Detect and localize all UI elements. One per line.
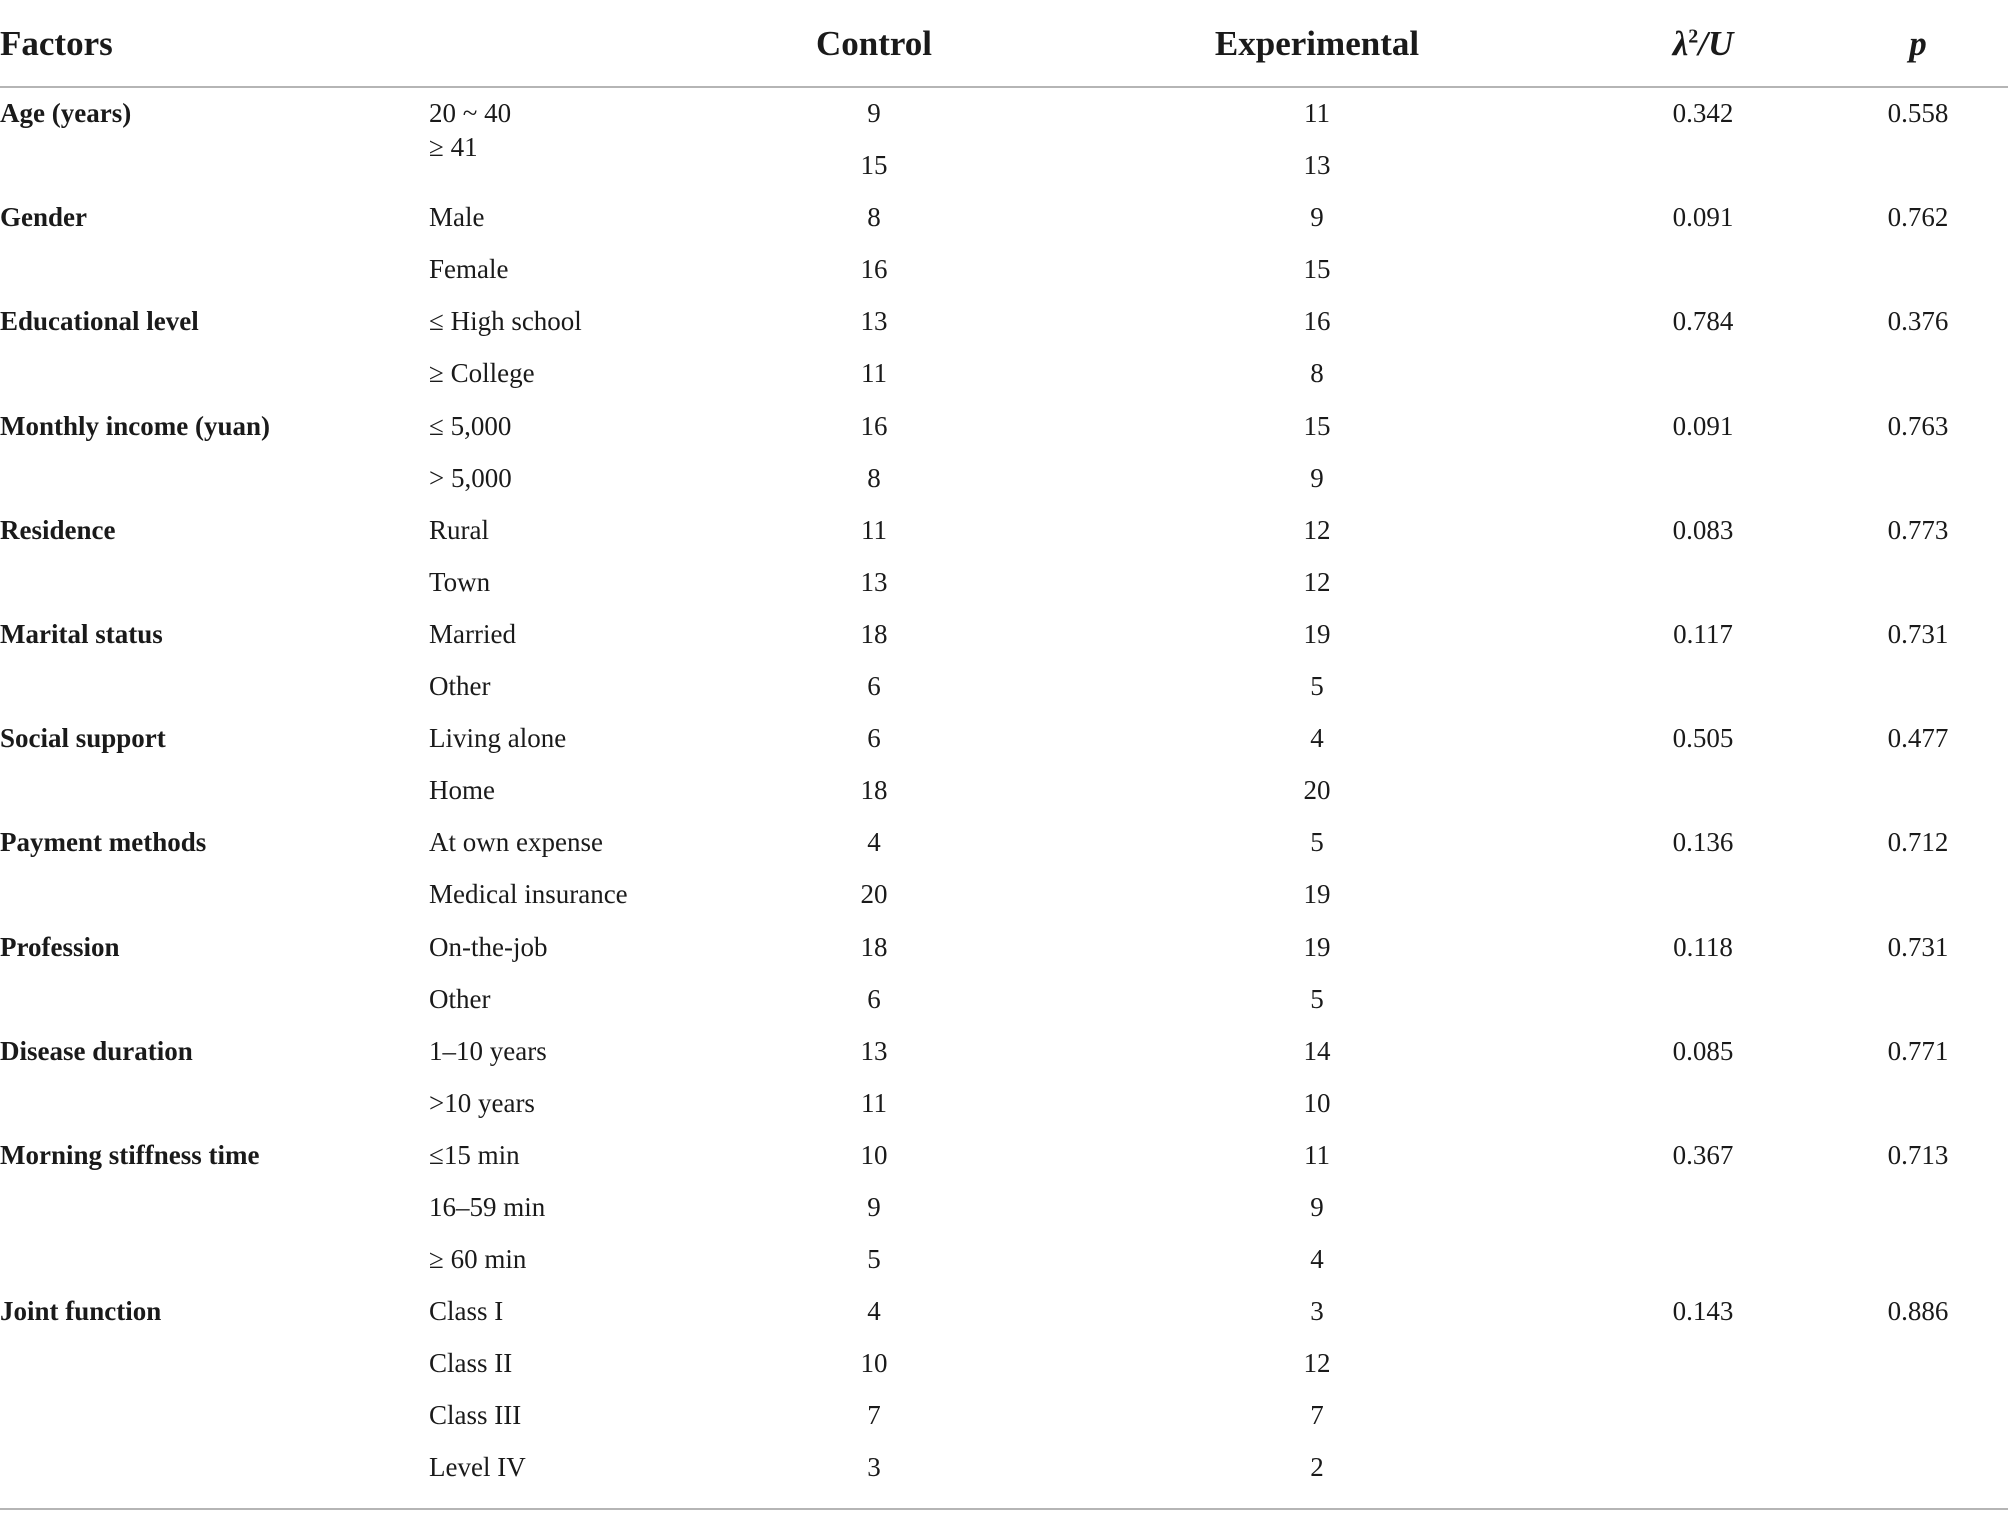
table-row	[0, 1186, 2008, 1238]
control-count-cell: 6	[867, 983, 881, 1014]
table-row	[0, 509, 2008, 561]
table-row	[0, 1394, 2008, 1446]
header-control: Control	[815, 24, 933, 63]
experimental-count-cell: 4	[1310, 1244, 1324, 1275]
p-value-cell: 0.558	[1887, 98, 1949, 128]
experimental-count-cell: 9	[1310, 462, 1324, 493]
control-count-cell: 10	[860, 1139, 888, 1170]
experimental-count-cell: 13	[1303, 150, 1331, 181]
experimental-count-cell: 15	[1303, 410, 1331, 441]
factor-cell: Educational level	[0, 306, 199, 337]
experimental-count-cell: 3	[1310, 1296, 1324, 1327]
factor-cell: Monthly income (yuan)	[0, 410, 270, 441]
level-cell: Other	[429, 671, 491, 702]
factor-cell: Gender	[0, 202, 87, 233]
statistic-cell: 0.118	[1673, 931, 1733, 962]
table-row	[0, 248, 2008, 300]
control-count-cell: 8	[867, 202, 881, 233]
header-statistic	[1673, 22, 1734, 66]
table-row	[0, 1238, 2008, 1290]
level-cell: Rural	[429, 514, 489, 545]
level-cell: ≤ 5,000	[429, 410, 512, 441]
control-count-cell: 11	[861, 358, 887, 389]
control-count-cell: 6	[867, 723, 881, 754]
table-row	[0, 1082, 2008, 1134]
header-factors: Factors	[0, 24, 113, 63]
control-count-cell: 13	[860, 1035, 888, 1066]
factor-cell: Morning stiffness time	[0, 1139, 260, 1170]
control-count-cell: 18	[860, 775, 888, 806]
statistic-cell: 0.085	[1672, 1035, 1734, 1066]
experimental-count-cell: 20	[1303, 775, 1331, 806]
control-count-cell: 18	[860, 931, 888, 962]
p-value-cell: 0.762	[1887, 202, 1949, 233]
table-row	[0, 196, 2008, 248]
experimental-count-cell: 12	[1303, 514, 1331, 545]
level-cell: Male	[429, 202, 485, 233]
p-value-cell: 0.886	[1887, 1296, 1949, 1327]
p-value-cell: 0.763	[1887, 410, 1949, 441]
header-statistic-symbol: λ	[1672, 24, 1689, 63]
control-count-cell: 9	[867, 1191, 881, 1222]
statistic-cell: 0.143	[1672, 1296, 1734, 1327]
factor-cell: Payment methods	[0, 827, 207, 858]
table-row	[0, 978, 2008, 1030]
experimental-count-cell: 9	[1310, 1191, 1324, 1222]
table-row	[0, 457, 2008, 509]
level-cell: On-the-job	[429, 931, 548, 962]
statistic-cell: 0.784	[1672, 306, 1734, 337]
p-value-cell: 0.731	[1887, 618, 1949, 649]
control-count-cell: 13	[860, 306, 888, 337]
p-value-cell: 0.713	[1887, 1139, 1949, 1170]
control-count-cell: 3	[867, 1452, 881, 1483]
level-cell: Class I	[429, 1296, 504, 1327]
experimental-count-cell: 5	[1310, 983, 1324, 1014]
level-cell: ≤ High school	[429, 306, 582, 337]
control-count-cell: 16	[860, 410, 888, 441]
table-header	[0, 0, 2008, 88]
statistic-cell: 0.342	[1672, 98, 1734, 128]
control-count-cell: 8	[867, 462, 881, 493]
level-cell: Living alone	[429, 723, 567, 754]
level-cell: At own expense	[429, 827, 603, 858]
statistic-cell: 0.136	[1672, 827, 1734, 858]
experimental-count-cell: 19	[1303, 618, 1331, 649]
factor-cell: Residence	[0, 514, 116, 545]
level-cell: Other	[429, 983, 491, 1014]
experimental-count-cell: 11	[1304, 98, 1330, 128]
control-count-cell: 11	[861, 514, 887, 545]
table-bottom-rule	[0, 1508, 2008, 1510]
level-cell: 1–10 years	[429, 1035, 547, 1066]
level-cell: Town	[429, 566, 491, 597]
level-cell: Level IV	[429, 1452, 526, 1483]
table-row	[0, 300, 2008, 352]
experimental-count-cell: 11	[1304, 1139, 1330, 1170]
level-cell: ≥ College	[429, 358, 535, 389]
header-experimental: Experimental	[1214, 24, 1420, 63]
experimental-count-cell: 12	[1303, 1348, 1331, 1379]
experimental-count-cell: 19	[1303, 879, 1331, 910]
header-statistic-superscript: 2	[1688, 25, 1699, 48]
statistic-cell: 0.117	[1673, 618, 1733, 649]
table-row	[0, 926, 2008, 978]
table-row	[0, 1134, 2008, 1186]
level-cell-secondary: ≥ 41	[429, 132, 478, 162]
level-cell: Married	[429, 618, 516, 649]
level-cell: > 5,000	[429, 462, 512, 493]
factor-cell: Profession	[0, 931, 120, 962]
table-body	[0, 92, 2008, 1499]
experimental-count-cell: 5	[1310, 827, 1324, 858]
control-count-cell: 15	[860, 150, 888, 181]
experimental-count-cell: 10	[1303, 1087, 1331, 1118]
control-count-cell: 7	[867, 1400, 881, 1431]
level-cell: ≤15 min	[429, 1139, 520, 1170]
header-p-value: p	[1909, 24, 1927, 63]
experimental-count-cell: 15	[1303, 254, 1331, 285]
control-count-cell: 18	[860, 618, 888, 649]
control-count-cell: 16	[860, 254, 888, 285]
statistic-cell: 0.083	[1672, 514, 1734, 545]
table-row	[0, 405, 2008, 457]
table-row	[0, 769, 2008, 821]
experimental-count-cell: 4	[1310, 723, 1324, 754]
table-row	[0, 1290, 2008, 1342]
control-count-cell: 9	[867, 98, 881, 128]
level-cell: Class II	[429, 1348, 513, 1379]
experimental-count-cell: 12	[1303, 566, 1331, 597]
control-count-cell: 10	[860, 1348, 888, 1379]
factor-cell: Age (years)	[0, 98, 132, 128]
p-value-cell: 0.771	[1887, 1035, 1949, 1066]
factor-cell: Joint function	[0, 1296, 162, 1327]
experimental-count-cell: 7	[1310, 1400, 1324, 1431]
experimental-count-cell: 9	[1310, 202, 1324, 233]
header-statistic-tail: /U	[1698, 24, 1734, 63]
table-row	[0, 873, 2008, 925]
table-row	[0, 1342, 2008, 1394]
level-cell: ≥ 60 min	[429, 1244, 527, 1275]
table-row	[0, 561, 2008, 613]
experimental-count-cell: 16	[1303, 306, 1331, 337]
table-row	[0, 613, 2008, 665]
p-value-cell: 0.477	[1887, 723, 1949, 754]
control-count-cell: 6	[867, 671, 881, 702]
p-value-cell: 0.376	[1887, 306, 1949, 337]
table-row	[0, 665, 2008, 717]
table-row	[0, 717, 2008, 769]
level-cell: 20 ~ 40	[429, 98, 512, 128]
table-row	[0, 352, 2008, 404]
level-cell: Class III	[429, 1400, 522, 1431]
experimental-count-cell: 14	[1303, 1035, 1331, 1066]
control-count-cell: 13	[860, 566, 888, 597]
control-count-cell: 4	[867, 1296, 881, 1327]
p-value-cell: 0.731	[1887, 931, 1949, 962]
experimental-count-cell: 2	[1310, 1452, 1324, 1483]
p-value-cell: 0.773	[1887, 514, 1949, 545]
experimental-count-cell: 19	[1303, 931, 1331, 962]
statistic-cell: 0.091	[1672, 410, 1734, 441]
table-row	[0, 92, 2008, 162]
level-cell: Medical insurance	[429, 879, 628, 910]
table-row	[0, 821, 2008, 873]
experimental-count-cell: 8	[1310, 358, 1324, 389]
experimental-count-cell: 5	[1310, 671, 1324, 702]
factor-cell: Disease duration	[0, 1035, 193, 1066]
factor-cell: Social support	[0, 723, 166, 754]
table-row	[0, 1030, 2008, 1082]
control-count-cell: 4	[867, 827, 881, 858]
control-count-cell: 11	[861, 1087, 887, 1118]
statistic-cell: 0.505	[1672, 723, 1734, 754]
statistic-cell: 0.091	[1672, 202, 1734, 233]
table-row	[0, 1446, 2008, 1498]
p-value-cell: 0.712	[1887, 827, 1949, 858]
factor-cell: Marital status	[0, 618, 163, 649]
statistic-cell: 0.367	[1672, 1139, 1734, 1170]
control-count-cell: 5	[867, 1244, 881, 1275]
level-cell: Home	[429, 775, 495, 806]
control-count-cell: 20	[860, 879, 888, 910]
table-row	[0, 144, 2008, 196]
level-cell: Female	[429, 254, 509, 285]
level-cell: 16–59 min	[429, 1191, 546, 1222]
level-cell: >10 years	[429, 1087, 535, 1118]
